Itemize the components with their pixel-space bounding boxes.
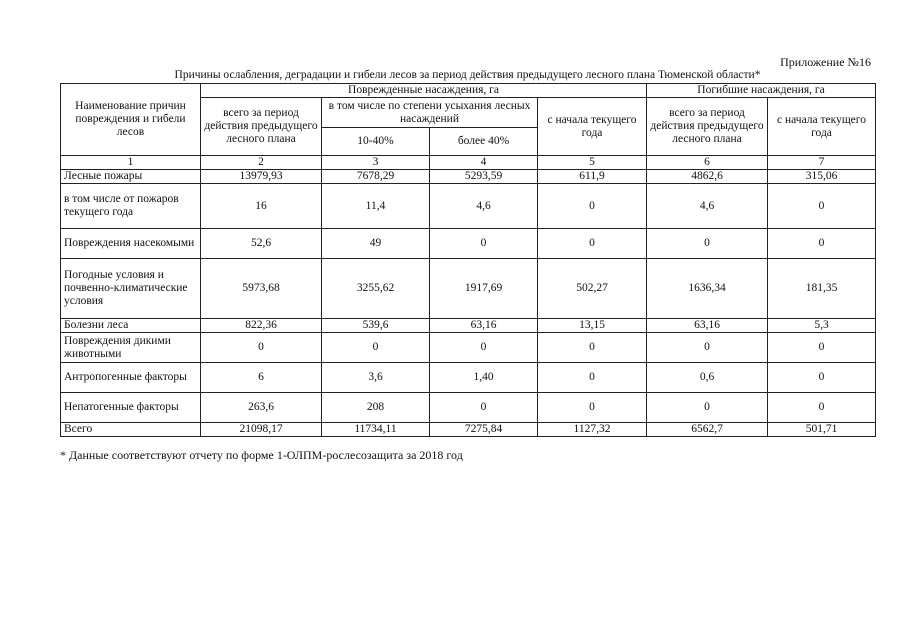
header-cause: Наименование причин повреждения и гибели лесов <box>61 84 201 156</box>
cell-value: 315,06 <box>768 170 876 184</box>
cell-value: 208 <box>322 393 430 423</box>
cell-value: 0 <box>647 393 768 423</box>
cell-value: 0 <box>768 184 876 229</box>
row-name: Антропогенные факторы <box>61 363 201 393</box>
table-row <box>61 170 876 184</box>
column-number-row <box>61 156 876 170</box>
cell-value: 0 <box>538 184 647 229</box>
cell-value: 0 <box>322 333 430 363</box>
table-row <box>61 259 876 319</box>
cell-value: 0 <box>430 393 538 423</box>
cell-value: 263,6 <box>201 393 322 423</box>
cell-value: 0 <box>768 363 876 393</box>
row-name: Болезни леса <box>61 319 201 333</box>
header-dead-group: Погибшие насаждения, га <box>647 84 876 98</box>
cell-value: 3,6 <box>322 363 430 393</box>
cell-value: 0 <box>430 229 538 259</box>
cell-value: 63,16 <box>647 319 768 333</box>
table-title: Причины ослабления, деградации и гибели лесов за период действия предыдущего лесного плана Тюменской области* <box>174 69 761 81</box>
cell-value: 1,40 <box>430 363 538 393</box>
cell-value: 11734,11 <box>322 423 430 437</box>
cell-value: 49 <box>322 229 430 259</box>
table-row <box>61 184 876 229</box>
cell-value: 181,35 <box>768 259 876 319</box>
row-name: Повреждения насекомыми <box>61 229 201 259</box>
cell-value: 13,15 <box>538 319 647 333</box>
cell-value: 63,16 <box>430 319 538 333</box>
table-row <box>61 319 876 333</box>
row-name: Повреждения дикими животными <box>61 333 201 363</box>
row-name: в том числе от пожаров текущего года <box>61 184 201 229</box>
cell-value: 1127,32 <box>538 423 647 437</box>
column-number: 6 <box>647 156 768 170</box>
column-number: 5 <box>538 156 647 170</box>
cell-value: 501,71 <box>768 423 876 437</box>
appendix-label: Приложение №16 <box>780 55 871 69</box>
header-dead-current: с начала текущего года <box>768 98 876 156</box>
table-row <box>61 363 876 393</box>
header-damaged-total: всего за период действия предыдущего лесного плана <box>201 98 322 156</box>
table-row-total <box>61 423 876 437</box>
cell-value: 611,9 <box>538 170 647 184</box>
cell-value: 52,6 <box>201 229 322 259</box>
cell-value: 11,4 <box>322 184 430 229</box>
cell-value: 0 <box>647 229 768 259</box>
header-pct-10-40: 10-40% <box>322 128 430 156</box>
table-row <box>61 333 876 363</box>
row-name: Всего <box>61 423 201 437</box>
column-number: 1 <box>61 156 201 170</box>
header-pct-over-40: более 40% <box>430 128 538 156</box>
header-dead-total: всего за период действия предыдущего лесного плана <box>647 98 768 156</box>
forest-damage-table <box>60 83 876 437</box>
cell-value: 0 <box>538 333 647 363</box>
cell-value: 4,6 <box>430 184 538 229</box>
cell-value: 5,3 <box>768 319 876 333</box>
cell-value: 0,6 <box>647 363 768 393</box>
header-including-group: в том числе по степени усыхания лесных насаждений <box>322 98 538 128</box>
cell-value: 0 <box>201 333 322 363</box>
table-row <box>61 393 876 423</box>
cell-value: 5973,68 <box>201 259 322 319</box>
cell-value: 0 <box>768 393 876 423</box>
cell-value: 6562,7 <box>647 423 768 437</box>
table-row <box>61 229 876 259</box>
cell-value: 502,27 <box>538 259 647 319</box>
header-damaged-group: Поврежденные насаждения, га <box>201 84 647 98</box>
row-name: Погодные условия и почвенно-климатические условия <box>61 259 201 319</box>
footnote: * Данные соответствуют отчету по форме 1-ОЛПМ-рослесозащита за 2018 год <box>60 448 463 462</box>
cell-value: 7275,84 <box>430 423 538 437</box>
column-number: 7 <box>768 156 876 170</box>
cell-value: 0 <box>768 229 876 259</box>
row-name: Непатогенные факторы <box>61 393 201 423</box>
cell-value: 0 <box>538 229 647 259</box>
header-damaged-current: с начала текущего года <box>538 98 647 156</box>
cell-value: 0 <box>768 333 876 363</box>
column-number: 3 <box>322 156 430 170</box>
cell-value: 1917,69 <box>430 259 538 319</box>
cell-value: 0 <box>430 333 538 363</box>
cell-value: 0 <box>538 393 647 423</box>
cell-value: 13979,93 <box>201 170 322 184</box>
cell-value: 539,6 <box>322 319 430 333</box>
column-number: 4 <box>430 156 538 170</box>
cell-value: 0 <box>538 363 647 393</box>
cell-value: 4,6 <box>647 184 768 229</box>
cell-value: 21098,17 <box>201 423 322 437</box>
cell-value: 16 <box>201 184 322 229</box>
column-number: 2 <box>201 156 322 170</box>
cell-value: 7678,29 <box>322 170 430 184</box>
cell-value: 4862,6 <box>647 170 768 184</box>
cell-value: 3255,62 <box>322 259 430 319</box>
cell-value: 6 <box>201 363 322 393</box>
cell-value: 822,36 <box>201 319 322 333</box>
cell-value: 5293,59 <box>430 170 538 184</box>
cell-value: 1636,34 <box>647 259 768 319</box>
row-name: Лесные пожары <box>61 170 201 184</box>
cell-value: 0 <box>647 333 768 363</box>
